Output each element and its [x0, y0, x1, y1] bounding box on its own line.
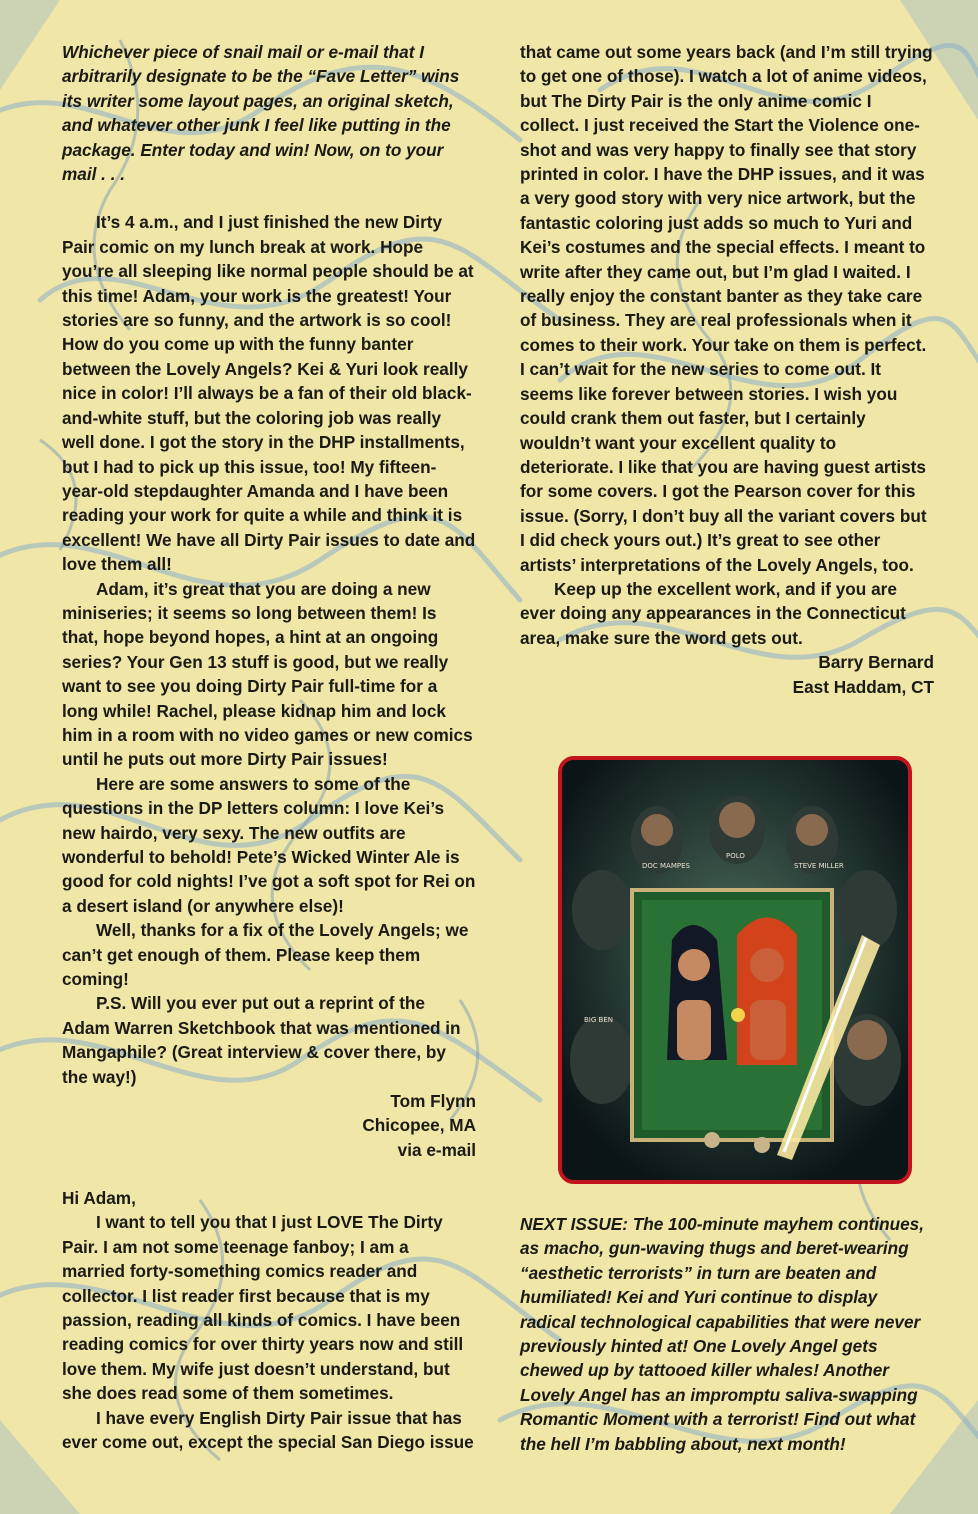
- intro-text: Whichever piece of snail mail or e-mail that I arbitrarily designate to be the “Fave Letter” wins its writer some layout pages, an original sketch, and whatever other junk I feel like putting in the package. Enter today and win! Now, on to your mail . . .: [62, 42, 460, 185]
- heroine-right: [731, 918, 797, 1066]
- letter2-paragraph: I want to tell you that I just LOVE The Dirty Pair. I am not some teenage fanboy; I am a married forty-something comics reader and collector. I list reader first because that is my passion, reading all kinds of comics. I have been reading comics for over thirty years now and still love them. My wife just doesn’t understand, but she does read some of them sometimes.: [62, 1212, 464, 1404]
- artwork-illustration: [562, 760, 908, 1180]
- signature-location: East Haddam, CT: [792, 676, 934, 697]
- left-column-top: [62, 40, 476, 1162]
- letter1-signature: [62, 1089, 476, 1162]
- letter1-paragraph: Well, thanks for a fix of the Lovely Angels; we can’t get enough of them. Please keep them coming!: [62, 920, 469, 990]
- artwork-label: DOC MAMPES: [642, 862, 690, 870]
- artwork-label: STEVE MILLER: [794, 862, 844, 870]
- signature-via: via e-mail: [397, 1139, 476, 1160]
- left-column-bottom: [62, 1186, 476, 1454]
- letter2-paragraph: I have every English Dirty Pair issue that has ever come out, except the special San Diego issue: [62, 1407, 474, 1453]
- letter2-signature: [520, 650, 934, 699]
- letter2-salutation: Hi Adam,: [62, 1188, 136, 1208]
- thug-figure: [570, 1016, 634, 1104]
- letter2-continuation: that came out some years back (and I’m still trying to get one of those). I watch a lot of anime videos, but The Dirty Pair is the only anime comic I collect. I just received the Start the Violence one-shot and was very happy to finally see that story printed in color. I have the DHP issues, and it was a very good story with very nice artwork, but the fantastic coloring just adds so much to Yuri and Kei’s costumes and the special effects. I meant to write after they came out, but I’m glad I waited. I really enjoy the constant banter as they take care of business. They are real professionals when it comes to their work. Your take on them is perfect. I can’t wait for the new series to come out. It seems like forever between stories. I wish you could crank them out faster, but I certainly wouldn’t want your excellent quality to deteriorate. I like that you are having guest artists for some covers. I got the Pearson cover for this issue. (Sorry, I don’t buy all the variant covers but I did check yours out.) It’s great to see other artists’ interpretations of the Lovely Angels, too.: [520, 42, 933, 575]
- signature-name: Barry Bernard: [818, 652, 934, 673]
- letter1-paragraph: Here are some answers to some of the questions in the DP letters column: I love Kei’s new hairdo, very sexy. The new outfits are wonderful to behold! Pete’s Wicked Winter Ale is good for cold nights! I’ve got a soft spot for Rei on a desert island (or anywhere else)!: [62, 773, 476, 916]
- thug-figure: [572, 870, 632, 950]
- skull-icon: [754, 1137, 770, 1153]
- cover-artwork-image: [558, 756, 912, 1184]
- next-issue-text: NEXT ISSUE: The 100-minute mayhem continues, as macho, gun-waving thugs and beret-wearing “aesthetic terrorists” in turn are beaten and humiliated! Kei and Yuri continue to display radical technological capabilities that were never previously hinted at! One Lovely Angel gets chewed up by tattooed killer whales! Another Lovely Angel has an impromptu saliva-swapping Romantic Moment with a terrorist! Find out what the hell I’m babbling about, next month!: [520, 1214, 924, 1454]
- next-issue-blurb: [520, 1212, 934, 1456]
- letter1-paragraph: Adam, it’s great that you are doing a new miniseries; it seems so long between them! Is that, hope beyond hopes, a hint at an ongoing series? Your Gen 13 stuff is good, but we really want to see you doing Dirty Pair full-time for a long while! Rachel, please kidnap him and lock him in a room with no video games or new comics until he puts out more Dirty Pair issues!: [62, 578, 473, 770]
- letter2-closing: Keep up the excellent work, and if you are ever doing any appearances in the Connecticut area, make sure the word gets out.: [520, 578, 906, 648]
- signature-name: Tom Flynn: [390, 1091, 476, 1112]
- flower-icon: [731, 1008, 745, 1022]
- signature-location: Chicopee, MA: [362, 1115, 476, 1136]
- right-column-top: [520, 40, 934, 699]
- artwork-label: POLO: [726, 852, 745, 860]
- skull-icon: [704, 1132, 720, 1148]
- letter1-paragraph: It’s 4 a.m., and I just finished the new Dirty Pair comic on my lunch break at work. Hope you’re all sleeping like normal people should be at this time! Adam, your work is the greatest! Your stories are so funny, and the artwork is so cool! How do you come up with the funny banter between the Lovely Angels? Kei & Yuri look really nice in color! I’ll always be a fan of their old black-and-white stuff, but the coloring job was really well done. I got the story in the DHP installments, but I had to pick up this issue, too! My fifteen-year-old stepdaughter Amanda and I have been reading your work for quite a while and think it is excellent! We have all Dirty Pair issues to date and love them all!: [62, 212, 476, 575]
- letter1-paragraph: P.S. Will you ever put out a reprint of the Adam Warren Sketchbook that was mentioned in Mangaphile? (Great interview & cover there, by the way!): [62, 993, 461, 1087]
- artwork-label: BIG BEN: [584, 1016, 613, 1024]
